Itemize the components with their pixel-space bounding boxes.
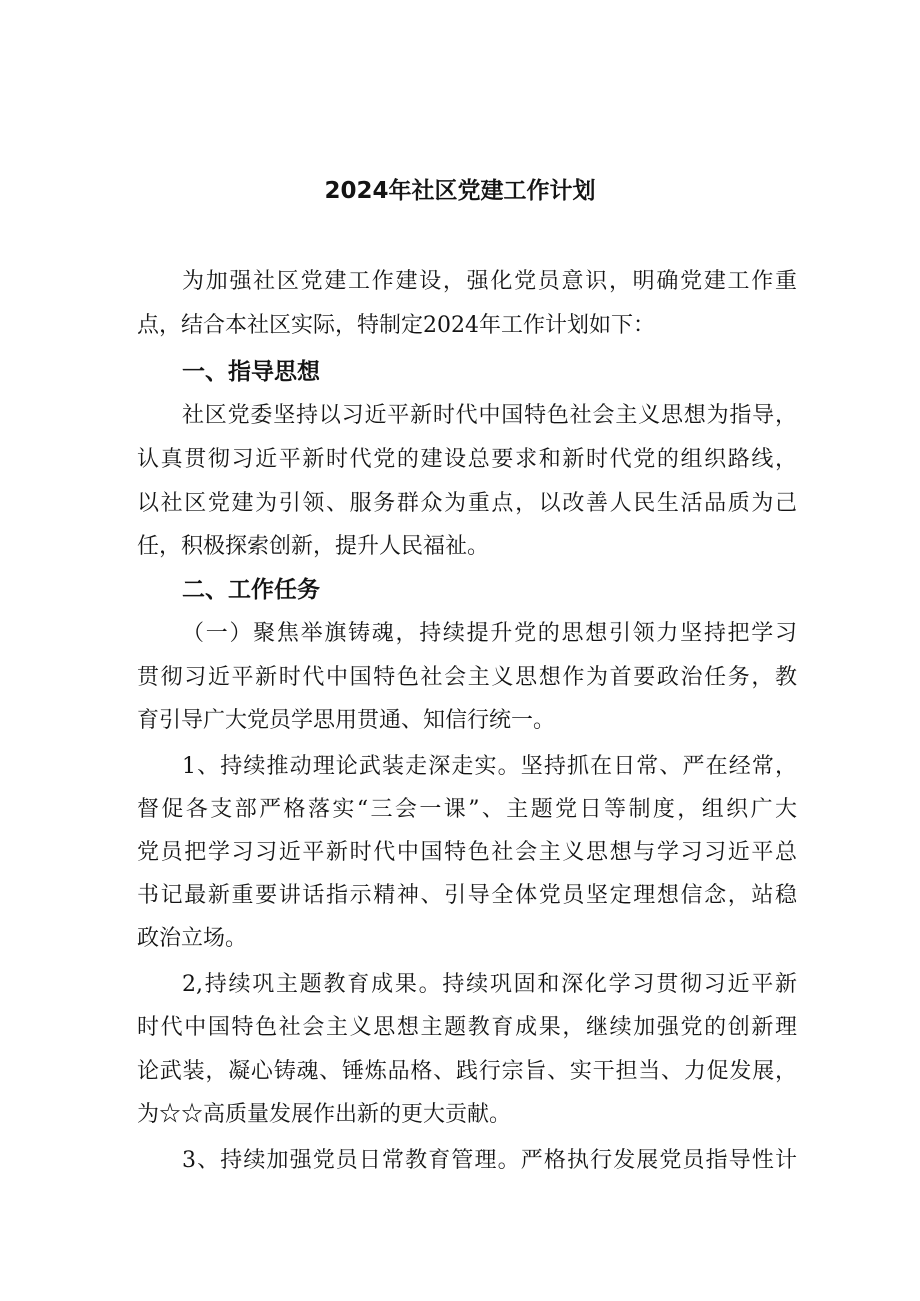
item2-line-3: 论武装，凝心铸魂、锤炼品格、践行宗旨、实干担当、力促发展， [137, 1059, 797, 1084]
item1-line-5: 政治立场。 [137, 926, 248, 951]
sub1-line-3: 育引导广大党员学思用贯通、知信行统一。 [137, 708, 556, 733]
item1-line-1: 1、持续推动理论武装走深走实。坚持抓在日常、严在经常， [182, 754, 797, 779]
section-heading-work-tasks: 二、工作任务 [182, 577, 320, 603]
intro-line-1: 为加强社区党建工作建设，强化党员意识，明确党建工作重 [182, 269, 797, 294]
sub1-line-2: 贯彻习近平新时代中国特色社会主义思想作为首要政治任务，教 [137, 665, 797, 690]
document-title: 2024年社区党建工作计划 [324, 178, 596, 204]
section1-line-1: 社区党委坚持以习近平新时代中国特色社会主义思想为指导， [182, 403, 797, 428]
intro-line-2: 点，结合本社区实际，特制定2024年工作计划如下： [137, 313, 655, 338]
section1-line-4: 任，积极探索创新，提升人民福祉。 [137, 534, 490, 559]
section1-line-3: 以社区党建为引领、服务群众为重点，以改善人民生活品质为己 [137, 491, 797, 516]
item1-line-2: 督促各支部严格落实“三会一课”、主题党日等制度，组织广大 [137, 797, 797, 822]
item1-line-4: 书记最新重要讲话指示精神、引导全体党员坚定理想信念，站稳 [137, 883, 797, 908]
section-heading-guiding-thought: 一、指导思想 [182, 359, 320, 385]
section1-line-2: 认真贯彻习近平新时代党的建设总要求和新时代党的组织路线， [137, 447, 797, 472]
sub1-line-1: （一）聚焦举旗铸魂，持续提升党的思想引领力坚持把学习 [182, 621, 797, 646]
item1-line-3: 党员把学习习近平新时代中国特色社会主义思想与学习习近平总 [137, 840, 797, 865]
item2-line-2: 时代中国特色社会主义思想主题教育成果，继续加强党的创新理 [137, 1015, 797, 1040]
item2-line-4: 为☆☆高质量发展作出新的更大贡献。 [137, 1102, 512, 1127]
item3-line-1: 3、持续加强党员日常教育管理。严格执行发展党员指导性计 [182, 1148, 797, 1173]
item2-line-1: 2,持续巩主题教育成果。持续巩固和深化学习贯彻习近平新 [182, 972, 797, 997]
